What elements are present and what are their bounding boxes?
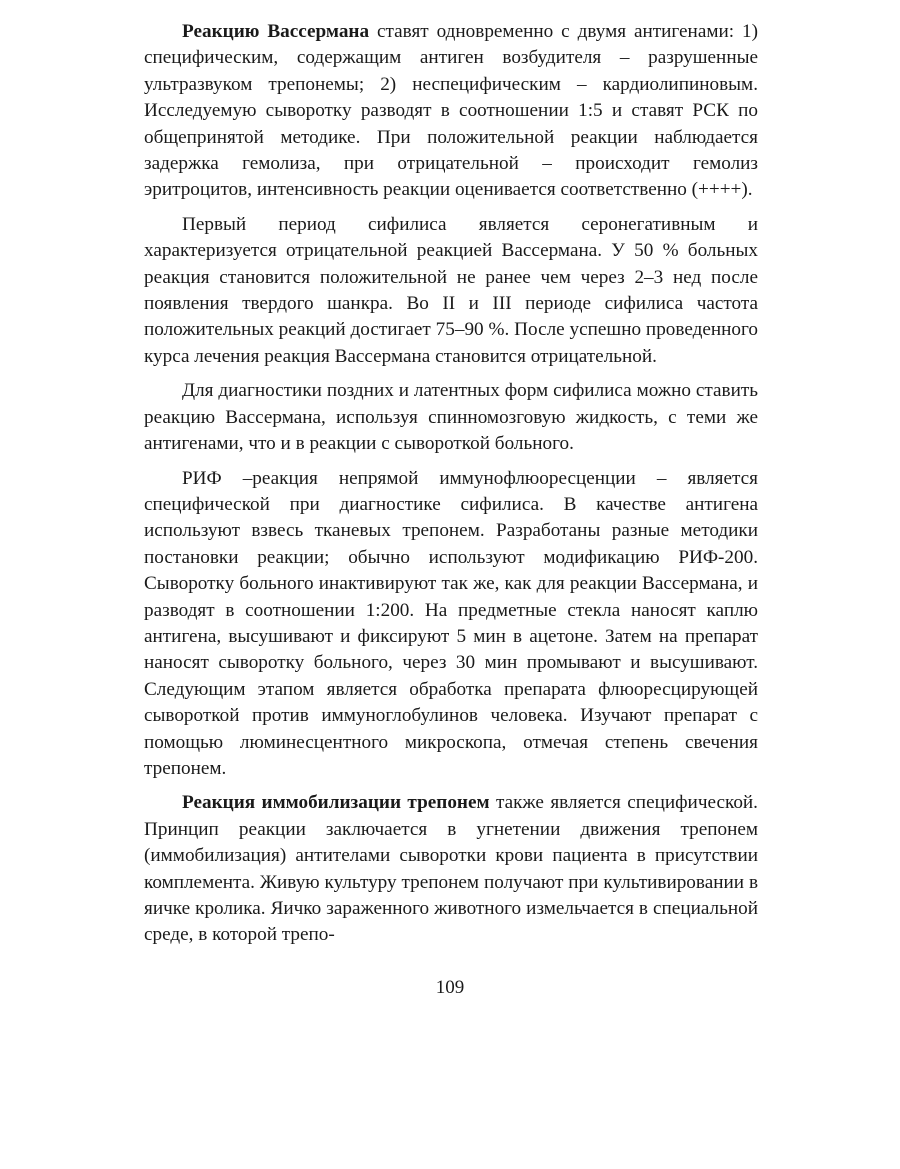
paragraph-text: Первый период сифилиса является серонегативным и характеризуется отрицательной реакцией Вассермана. У 50 % больных реакция становится положительной не ранее чем через 2–3 нед после появления твердого шанкра. Во II и III периоде сифилиса частота положительных реакций достигает 75–90 %. После успешно проведенного курса лечения реакция Вассермана становится отрицательной. bbox=[144, 213, 758, 367]
paragraph-text: Для диагностики поздних и латентных форм сифилиса можно ставить реакцию Вассермана, используя спинномозговую жидкость, с теми же антигенами, что и в реакции с сывороткой больного. bbox=[144, 380, 758, 455]
paragraph-lead-bold: Реакцию Вассермана bbox=[182, 21, 370, 42]
page-number: 109 bbox=[435, 977, 465, 998]
paragraph-rif bbox=[144, 466, 758, 783]
paragraph-immobilization bbox=[144, 790, 758, 948]
paragraph-text: ставят одновременно с двумя антигенами: 1) специфическим, содержащим антиген возбудителя – разрушенные ультразвуком трепонемы; 2) неспецифическим – кардиолипиновым. Исследуемую сыворотку разводят в соотношении 1:5 и ставят РСК по общепринятой методике. При положительной реакции наблюдается задержка гемолиза, при отрицательной – происходит гемолиз эритроцитов, интенсивность реакции оценивается соответственно (++++). bbox=[144, 21, 758, 201]
paragraph-first-period bbox=[144, 212, 758, 370]
paragraph-text: РИФ –реакция непрямой иммунофлюоресценции – является специфической при диагностике сифилиса. В качестве антигена используют взвесь тканевых трепонем. Разработаны разные методики постановки реакции; обычно используют модификацию РИФ-200. Сыворотку больного инактивируют так же, как для реакции Вассермана, и разводят в соотношении 1:200. На предметные стекла наносят каплю антигена, высушивают и фиксируют 5 мин в ацетоне. Затем на препарат наносят сыворотку больного, через 30 мин промывают и высушивают. Следующим этапом является обработка препарата флюоресцирующей сывороткой против иммуноглобулинов человека. Изучают препарат с помощью люминесцентного микроскопа, отмечая степень свечения трепонем. bbox=[144, 467, 758, 779]
paragraph-text: также является специфической. Принцип реакции заключается в угнетении движения трепонем (иммобилизация) антителами сыворотки крови пациента в присутствии комплемента. Живую культуру трепонем получают при культивировании в яичке кролика. Яичко зараженного животного измельчается в специальной среде, в которой трепо- bbox=[144, 792, 758, 946]
paragraph-wassermann-reaction bbox=[144, 19, 758, 204]
paragraph-late-forms bbox=[144, 378, 758, 457]
paragraph-lead-bold: Реакция иммобилизации трепонем bbox=[182, 792, 490, 814]
body-text bbox=[144, 19, 758, 949]
